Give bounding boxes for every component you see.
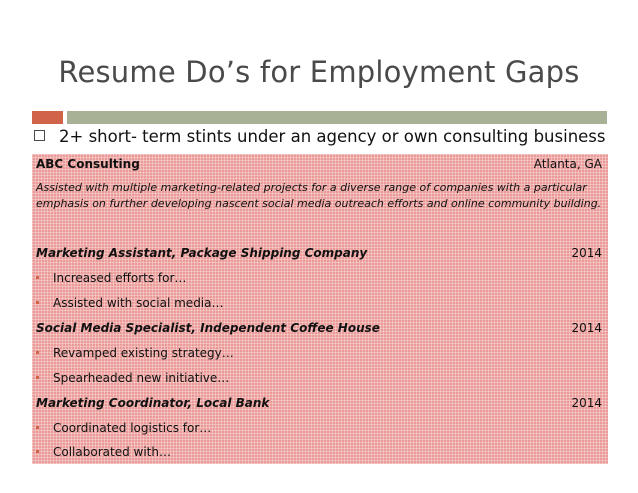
job-bullet	[36, 421, 211, 435]
job-title: Social Media Specialist, Independent Coffee House	[36, 321, 380, 335]
job-year: 2014	[571, 321, 602, 335]
job-row	[36, 246, 602, 260]
job-row	[36, 396, 602, 410]
slide-title: Resume Do’s for Employment Gaps	[58, 55, 580, 89]
job-title: Marketing Assistant, Package Shipping Company	[36, 246, 368, 260]
job-row	[36, 321, 602, 335]
resume-sample-panel	[32, 154, 608, 464]
job-bullet-text: Assisted with social media…	[53, 296, 224, 310]
job-bullet	[36, 371, 229, 385]
bullet-dot-icon	[36, 351, 39, 354]
bullet-dot-icon	[36, 450, 39, 453]
square-bullet-icon	[34, 130, 45, 141]
job-year: 2014	[571, 246, 602, 260]
job-bullet-text: Revamped existing strategy…	[53, 346, 234, 360]
title-accent-bar	[32, 111, 63, 124]
company-row	[36, 157, 602, 171]
job-bullet	[36, 271, 186, 285]
main-bullet-text: 2+ short- term stints under an agency or own consulting business	[59, 127, 606, 146]
job-title: Marketing Coordinator, Local Bank	[36, 396, 270, 410]
bullet-dot-icon	[36, 426, 39, 429]
job-bullet-text: Increased efforts for…	[53, 271, 187, 285]
company-location: Atlanta, GA	[533, 157, 602, 171]
company-description: Assisted with multiple marketing-related projects for a diverse range of companies with a particular emphasis on further developing nascent social media outreach efforts and online community building.	[36, 181, 602, 210]
job-bullet-text: Coordinated logistics for…	[53, 421, 212, 435]
job-bullet	[36, 445, 171, 459]
bullet-dot-icon	[36, 376, 39, 379]
title-divider-bar	[67, 111, 607, 124]
main-bullet	[34, 127, 624, 146]
bullet-dot-icon	[36, 276, 39, 279]
job-bullet	[36, 346, 234, 360]
job-bullet-text: Spearheaded new initiative…	[53, 371, 230, 385]
job-bullet-text: Collaborated with…	[53, 445, 171, 459]
company-name: ABC Consulting	[36, 157, 140, 171]
job-year: 2014	[571, 396, 602, 410]
job-bullet	[36, 296, 224, 310]
bullet-dot-icon	[36, 301, 39, 304]
